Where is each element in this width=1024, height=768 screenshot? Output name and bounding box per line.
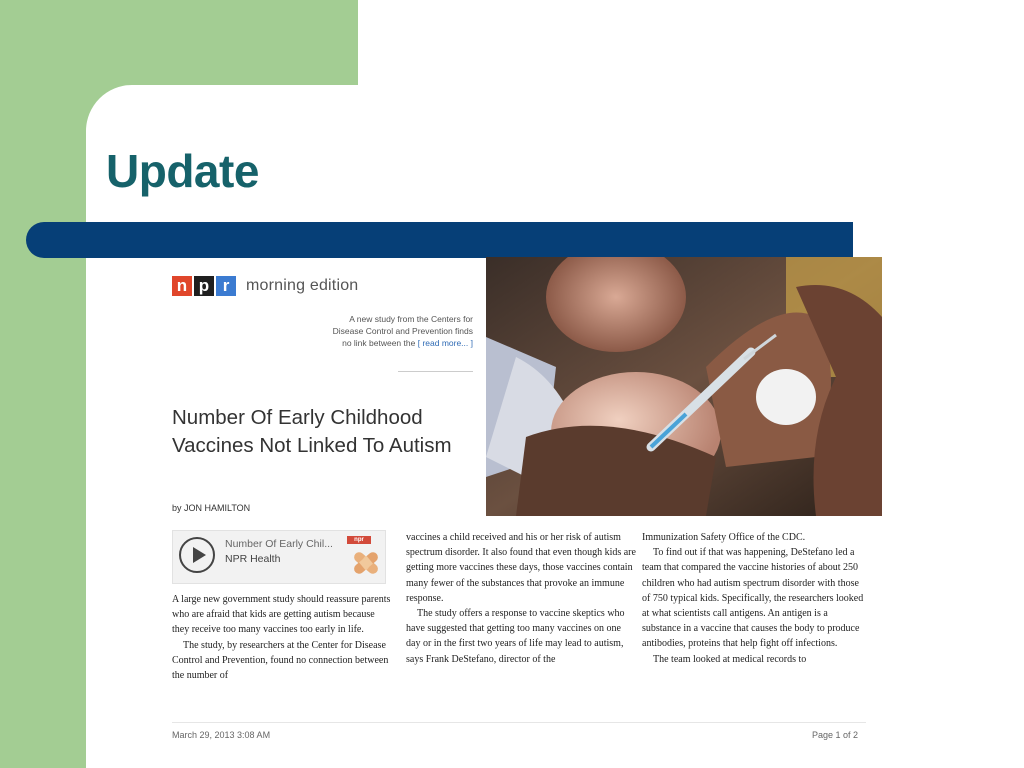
page-number: Page 1 of 2: [812, 730, 859, 740]
read-more-link[interactable]: [ read more... ]: [417, 338, 473, 348]
show-name: morning edition: [246, 277, 359, 294]
slide-title: Update: [106, 145, 259, 197]
paragraph: The team looked at medical records to: [653, 653, 807, 665]
article-column-2: [406, 530, 636, 667]
paragraph: To find out if that was happening, DeStefano led a team that compared the vaccine histories of about 250 children who had autism spectrum disorder with those of 750 typical kids. Specifically, the researchers looked at what scientists call antigens. An antigen is a substance in a vaccine that causes the body to produce antibodies, proteins that help fight off infections.: [642, 547, 864, 650]
play-icon[interactable]: [179, 537, 215, 573]
green-background: [0, 0, 358, 85]
player-title: Number Of Early Chil...: [225, 538, 333, 550]
article-column-3: [642, 530, 868, 667]
npr-logo-letter: n: [172, 276, 192, 296]
npr-logo: [172, 276, 358, 296]
article-column-1: [172, 592, 394, 683]
paragraph: vaccines a child received and his or her risk of autism spectrum disorder. It also found that even though kids are getting more vaccines these days, those vaccines contain many fewer of the substances that provoke an immune response.: [406, 532, 636, 604]
paragraph: The study offers a response to vaccine skeptics who have suggested that getting too many vaccines on one day or in the first two years of life may lead to autism, says Frank DeStefano, director of the: [406, 608, 625, 665]
print-date: March 29, 2013 3:08 AM: [172, 730, 271, 740]
npr-logo-letter: p: [194, 276, 214, 296]
vaccination-photo: [486, 257, 882, 516]
teaser-text: A new study from the Centers for Disease Control and Prevention finds no link between the: [332, 314, 473, 348]
audio-player: [172, 530, 386, 584]
slide-top-area: [358, 0, 1024, 85]
article-headline: Number Of Early Childhood Vaccines Not Linked To Autism: [172, 406, 452, 457]
footer-divider: [172, 722, 866, 723]
bandage-icon: [349, 547, 383, 579]
npr-badge: npr: [347, 536, 371, 544]
paragraph: A large new government study should reassure parents who are afraid that kids are getting autism because they receive too many vaccines too early in life.: [172, 594, 391, 636]
player-source: NPR Health: [225, 553, 281, 565]
teaser: [330, 313, 473, 349]
paragraph: The study, by researchers at the Center for Disease Control and Prevention, found no connection between the number of: [172, 639, 389, 682]
title-divider-bar: [26, 222, 853, 258]
npr-logo-letter: r: [216, 276, 236, 296]
teaser-divider: [398, 371, 473, 372]
paragraph: Immunization Safety Office of the CDC.: [642, 532, 806, 543]
byline: by JON HAMILTON: [172, 503, 251, 513]
